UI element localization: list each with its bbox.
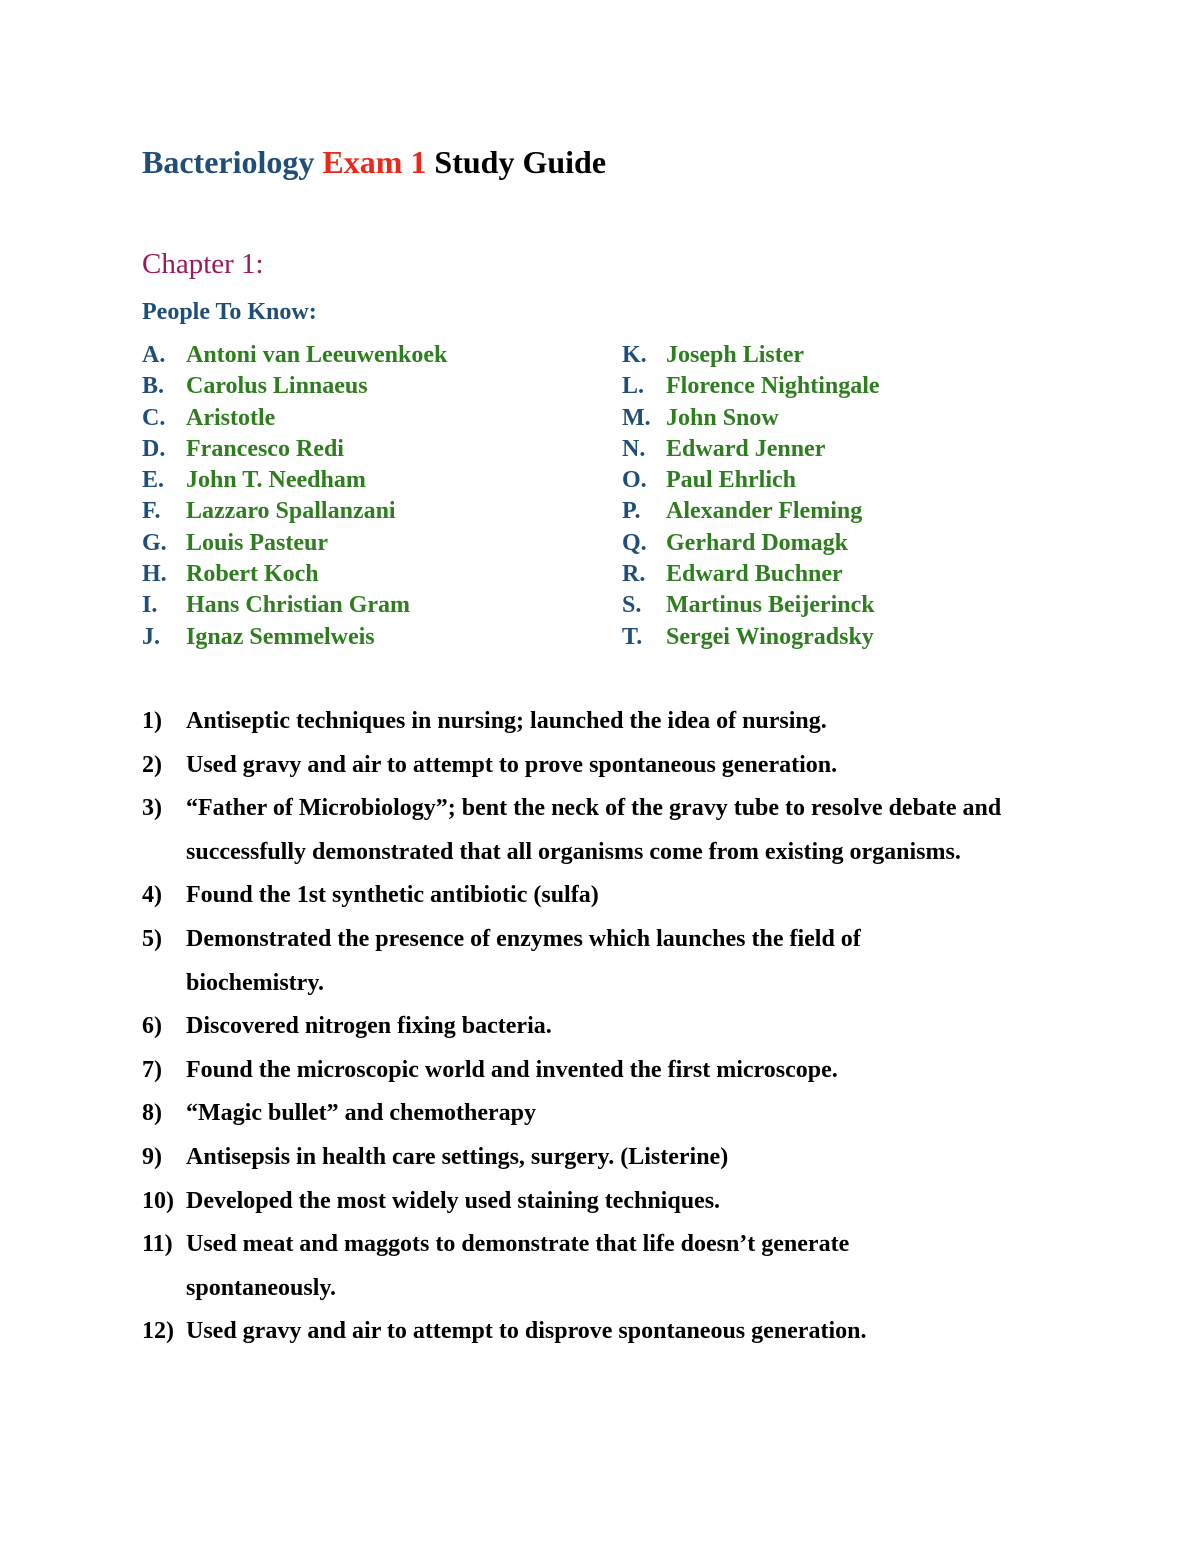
- person-name: Gerhard Domagk: [666, 529, 848, 556]
- title-exam: Exam 1: [322, 144, 427, 180]
- person-name: John Snow: [666, 404, 779, 431]
- person-letter: O.: [622, 467, 647, 494]
- person-item: [622, 340, 880, 371]
- person-item: [622, 590, 880, 621]
- question-number: 9): [142, 1143, 162, 1170]
- question-number: 8): [142, 1100, 162, 1127]
- title-subject: Bacteriology: [142, 144, 315, 180]
- person-item: [142, 622, 447, 653]
- person-name: Hans Christian Gram: [186, 592, 411, 619]
- person-letter: K.: [622, 342, 647, 368]
- person-letter: R.: [622, 561, 646, 588]
- question-text: “Father of Microbiology”; bent the neck of the gravy tube to resolve debate and successfully demonstrated that all organisms come from existing organisms.: [186, 795, 1002, 865]
- person-name: Francesco Redi: [186, 435, 344, 462]
- question-item: [142, 1092, 1002, 1136]
- question-text: Found the 1st synthetic antibiotic (sulfa): [186, 882, 599, 909]
- person-name: Lazzaro Spallanzani: [186, 498, 396, 525]
- person-name: Florence Nightingale: [666, 373, 880, 400]
- question-item: [142, 744, 1002, 788]
- question-number: 4): [142, 882, 162, 909]
- person-letter: S.: [622, 592, 642, 619]
- person-letter: P.: [622, 498, 641, 525]
- question-text: Demonstrated the presence of enzymes which launches the field of biochemistry.: [186, 925, 861, 996]
- person-letter: G.: [142, 529, 167, 556]
- person-letter: F.: [142, 498, 161, 525]
- person-item: [622, 403, 880, 434]
- person-name: Antoni van Leeuwenkoek: [186, 342, 448, 368]
- person-letter: C.: [142, 404, 166, 431]
- person-letter: N.: [622, 435, 646, 462]
- person-letter: A.: [142, 342, 166, 368]
- person-letter: I.: [142, 592, 158, 619]
- person-letter: B.: [142, 373, 165, 400]
- person-item: [622, 434, 880, 465]
- people-list-right: [622, 340, 880, 653]
- question-number: 11): [142, 1231, 173, 1258]
- question-text: Discovered nitrogen fixing bacteria.: [186, 1013, 552, 1040]
- person-item: [142, 340, 447, 371]
- person-item: [142, 371, 447, 402]
- question-number: 3): [142, 795, 162, 822]
- person-item: [142, 434, 447, 465]
- person-name: Robert Koch: [186, 561, 319, 588]
- person-item: [142, 559, 447, 590]
- person-letter: Q.: [622, 529, 647, 556]
- person-item: [622, 465, 880, 496]
- person-item: [622, 559, 880, 590]
- person-item: [142, 496, 447, 527]
- question-item: [142, 700, 1002, 744]
- question-item: [142, 918, 1002, 1005]
- question-item: [142, 1049, 1002, 1093]
- person-name: John T. Needham: [186, 467, 366, 494]
- person-letter: M.: [622, 404, 651, 431]
- person-item: [142, 403, 447, 434]
- person-item: [142, 465, 447, 496]
- person-item: [142, 528, 447, 559]
- person-item: [622, 371, 880, 402]
- question-text: Used gravy and air to attempt to prove spontaneous generation.: [186, 751, 838, 778]
- question-item: [142, 1223, 1002, 1310]
- person-letter: D.: [142, 435, 166, 462]
- person-name: Edward Jenner: [666, 435, 826, 462]
- person-name: Paul Ehrlich: [666, 467, 797, 494]
- question-item: [142, 1005, 1002, 1049]
- people-list-left: [142, 340, 447, 653]
- question-number: 12): [142, 1318, 174, 1345]
- question-number: 6): [142, 1013, 162, 1040]
- person-item: [142, 590, 447, 621]
- person-letter: H.: [142, 561, 167, 588]
- question-number: 2): [142, 751, 162, 778]
- question-number: 5): [142, 925, 162, 952]
- person-letter: T.: [622, 623, 643, 650]
- question-item: [142, 1180, 1002, 1224]
- question-list: [142, 700, 1002, 1354]
- question-text: Used meat and maggots to demonstrate that life doesn’t generate spontaneously.: [186, 1231, 850, 1301]
- person-name: Martinus Beijerinck: [666, 592, 875, 619]
- person-letter: J.: [142, 623, 160, 650]
- chapter-heading: Chapter 1:: [142, 248, 264, 280]
- question-number: 10): [142, 1187, 174, 1214]
- person-letter: E.: [142, 467, 165, 494]
- question-item: [142, 1310, 1002, 1354]
- person-name: Joseph Lister: [666, 342, 804, 368]
- person-name: Sergei Winogradsky: [666, 623, 874, 650]
- person-name: Louis Pasteur: [186, 529, 329, 556]
- page-title: [142, 140, 606, 184]
- person-letter: L.: [622, 373, 645, 400]
- person-item: [622, 528, 880, 559]
- question-text: “Magic bullet” and chemotherapy: [186, 1100, 536, 1127]
- question-item: [142, 787, 1002, 874]
- person-name: Carolus Linnaeus: [186, 373, 368, 400]
- question-text: Used gravy and air to attempt to disprove spontaneous generation.: [186, 1318, 867, 1345]
- person-name: Ignaz Semmelweis: [186, 623, 375, 650]
- question-text: Found the microscopic world and invented the first microscope.: [186, 1056, 838, 1083]
- question-text: Antisepsis in health care settings, surgery. (Listerine): [186, 1143, 729, 1170]
- question-number: 1): [142, 708, 162, 734]
- question-number: 7): [142, 1056, 162, 1083]
- person-item: [622, 496, 880, 527]
- question-text: Developed the most widely used staining techniques.: [186, 1187, 721, 1214]
- people-heading: People To Know:: [142, 299, 317, 325]
- person-name: Edward Buchner: [666, 561, 843, 588]
- person-item: [622, 622, 880, 653]
- question-text: Antiseptic techniques in nursing; launched the idea of nursing.: [186, 708, 827, 734]
- person-name: Alexander Fleming: [666, 498, 863, 525]
- question-item: [142, 1136, 1002, 1180]
- person-name: Aristotle: [186, 404, 276, 431]
- question-item: [142, 874, 1002, 918]
- title-guide: Study Guide: [434, 144, 607, 180]
